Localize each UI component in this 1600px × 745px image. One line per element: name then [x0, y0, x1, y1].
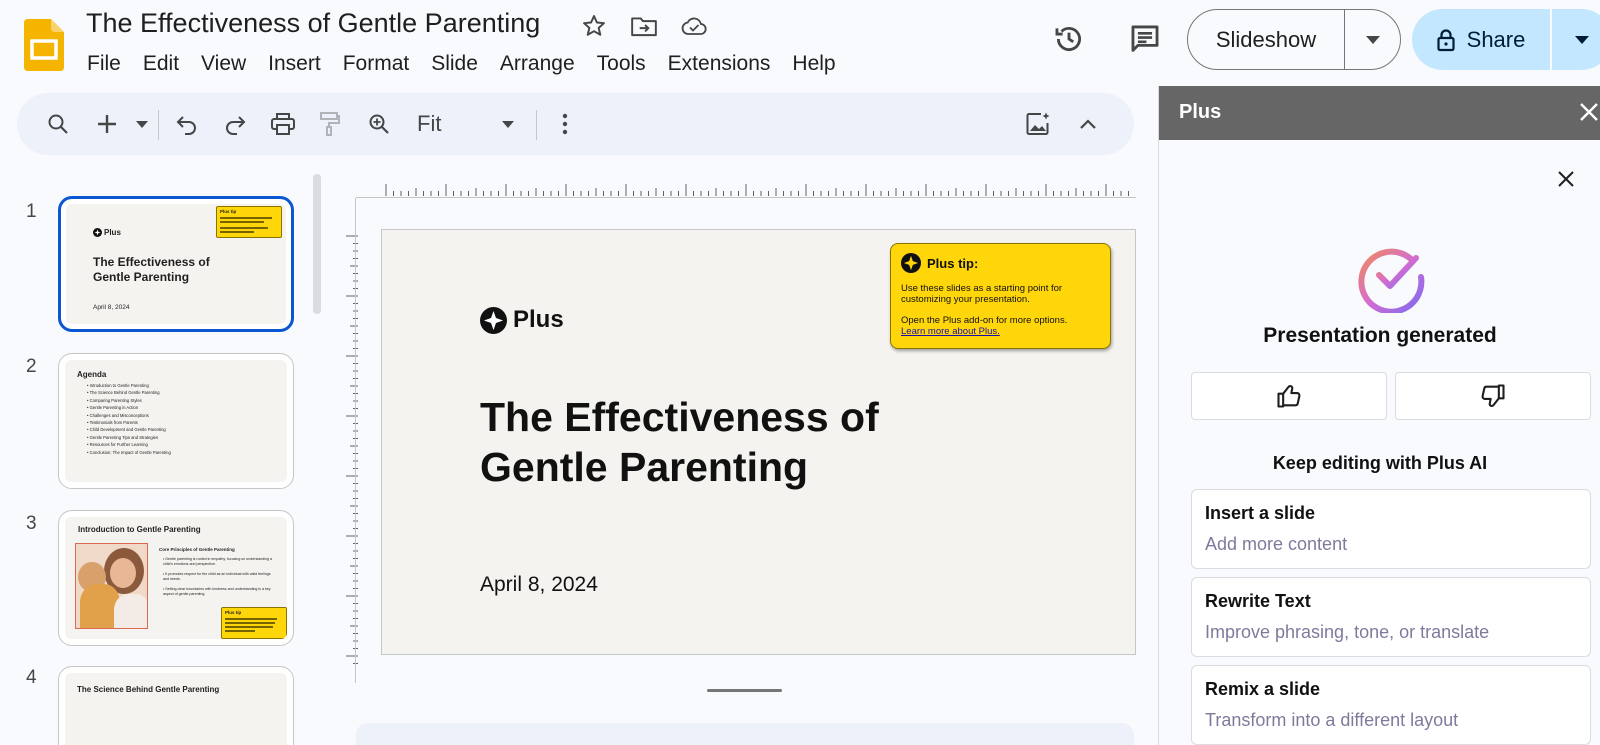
slides-logo-icon[interactable] — [24, 19, 64, 71]
star-icon[interactable] — [580, 12, 608, 40]
thumb-subtitle: Core Principles of Gentle Parenting — [159, 547, 235, 552]
more-vert-icon[interactable] — [552, 105, 578, 143]
speaker-notes-resize-handle[interactable] — [707, 689, 782, 692]
plus-logo-icon — [93, 228, 102, 237]
rewrite-text-action[interactable]: Rewrite Text Improve phrasing, tone, or translate — [1191, 577, 1591, 657]
slideshow-dropdown[interactable] — [1345, 10, 1400, 69]
plus-logo[interactable]: Plus — [480, 306, 564, 334]
slide-thumbnail-1[interactable]: Plus The Effectiveness of Gentle Parenting April 8, 2024 Plus tip — [58, 196, 294, 332]
thumbs-up-button[interactable] — [1191, 372, 1387, 420]
history-icon[interactable] — [1049, 19, 1089, 59]
menu-help[interactable]: Help — [792, 52, 836, 75]
slide-number: 1 — [26, 201, 37, 222]
thumb-agenda-item: • Resources for Further Learning — [87, 442, 148, 448]
undo-icon[interactable] — [172, 105, 202, 143]
menu-bar — [76, 50, 847, 78]
toolbar — [17, 93, 1134, 155]
thumb-date: April 8, 2024 — [93, 304, 130, 311]
thumb-agenda-item: • Introduction to Gentle Parenting — [87, 383, 149, 388]
thumbs-down-button[interactable] — [1395, 372, 1591, 420]
thumb-tip: Plus tip — [221, 607, 287, 639]
menu-insert[interactable]: Insert — [268, 52, 321, 75]
thumb-agenda-item: • Challenges and Misconceptions — [87, 412, 149, 418]
panel-header — [1159, 86, 1600, 140]
thumb-title: The Effectiveness of Gentle Parenting — [93, 255, 210, 284]
thumb-bullets: • Gentle parenting is rooted in empathy, focusing on understanding a child's emotions and perspective. • It promotes respect for the child as an individual with valid feelings and needs. • Setting clear boundaries with kindness and understanding is a key aspect of gentle parenting. — [163, 557, 273, 596]
plus-tip-box[interactable] — [890, 243, 1111, 349]
tip-title: Plus tip: — [927, 255, 979, 271]
slide-title[interactable]: The Effectiveness of Gentle Parenting — [480, 394, 879, 490]
share-dropdown[interactable] — [1552, 9, 1600, 70]
slideshow-button[interactable] — [1187, 9, 1401, 70]
thumb-title: Agenda — [77, 370, 107, 379]
print-icon[interactable] — [268, 105, 298, 143]
menu-edit[interactable]: Edit — [142, 52, 180, 75]
thumb-agenda-item: • Gentle Parenting Tips and Strategies — [87, 434, 159, 440]
thumb-agenda-list — [87, 382, 171, 456]
plus-logo-icon — [480, 307, 507, 334]
thumb-tip: Plus tip — [216, 206, 282, 238]
menu-tools[interactable]: Tools — [596, 52, 646, 75]
paint-format-icon[interactable] — [315, 105, 345, 143]
share-label: Share — [1466, 26, 1526, 52]
plus-logo-icon — [901, 253, 921, 273]
menu-slide[interactable]: Slide — [431, 52, 478, 75]
redo-icon[interactable] — [220, 105, 250, 143]
cloud-saved-icon[interactable] — [680, 12, 708, 40]
insert-slide-action[interactable]: Insert a slide Add more content — [1191, 489, 1591, 569]
thumb-title: Introduction to Gentle Parenting — [78, 525, 201, 534]
zoom-dropdown-icon[interactable] — [498, 105, 518, 143]
chevron-down-icon — [1366, 36, 1380, 44]
tip-line-1: Use these slides as a starting point for customizing your presentation. — [901, 283, 1063, 305]
thumb-agenda-item: • The Science Behind Gentle Parenting — [87, 390, 160, 396]
document-title[interactable]: The Effectiveness of Gentle Parenting — [86, 8, 541, 38]
lock-icon — [1437, 28, 1455, 52]
menu-view[interactable]: View — [201, 52, 247, 75]
horizontal-ruler — [384, 182, 1136, 196]
remix-slide-action[interactable]: Remix a slide Transform into a different layout — [1191, 665, 1591, 745]
tip-learn-more-link[interactable]: Learn more about Plus. — [901, 326, 1000, 337]
speaker-notes-area[interactable] — [356, 723, 1134, 745]
slide-number: 2 — [26, 356, 37, 377]
filmstrip-scrollbar[interactable] — [313, 174, 321, 314]
zoom-select[interactable]: Fit — [417, 111, 442, 136]
slide-thumbnail-2[interactable] — [58, 353, 294, 489]
menu-format[interactable]: Format — [342, 52, 410, 75]
comments-icon[interactable] — [1125, 19, 1165, 59]
thumb-title: The Science Behind Gentle Parenting — [77, 685, 220, 694]
thumbs-down-icon — [1479, 382, 1507, 410]
image-ai-icon[interactable] — [1023, 105, 1053, 143]
slideshow-label[interactable]: Slideshow — [1188, 10, 1345, 69]
thumb-agenda-item: • Conclusion: The Impact of Gentle Parenting — [87, 449, 171, 455]
thumb-photo — [75, 543, 148, 629]
panel-title: Plus — [1179, 101, 1222, 123]
close-icon[interactable] — [1577, 98, 1600, 131]
check-circle-icon — [1355, 241, 1427, 313]
add-icon[interactable] — [92, 105, 122, 143]
slide-canvas[interactable] — [381, 229, 1136, 655]
slide-filmstrip[interactable] — [0, 170, 330, 745]
menu-arrange[interactable]: Arrange — [499, 52, 575, 75]
slide-number: 3 — [26, 513, 37, 534]
share-button[interactable] — [1412, 9, 1600, 70]
close-icon[interactable] — [1557, 170, 1575, 193]
plus-side-panel — [1158, 86, 1600, 745]
slide-date[interactable]: April 8, 2024 — [480, 573, 598, 596]
tip-line-2: Open the Plus add-on for more options. — [901, 315, 1068, 326]
menu-file[interactable]: File — [87, 52, 121, 75]
chevron-up-icon[interactable] — [1073, 105, 1103, 143]
thumb-agenda-item: • Gentle Parenting in Action — [87, 405, 139, 411]
generation-status: Presentation generated — [1263, 324, 1497, 347]
thumb-agenda-item: • Testimonials from Parents — [87, 420, 138, 426]
keep-editing-heading: Keep editing with Plus AI — [1272, 453, 1488, 473]
thumb-agenda-item: • Child Development and Gentle Parenting — [87, 427, 166, 433]
menu-extensions[interactable]: Extensions — [667, 52, 771, 75]
slide-number: 4 — [26, 667, 37, 688]
zoom-icon[interactable] — [364, 105, 394, 143]
move-folder-icon[interactable] — [630, 12, 658, 40]
slide-thumbnail-4[interactable] — [58, 666, 294, 745]
chevron-down-icon — [1575, 36, 1589, 44]
search-icon[interactable] — [43, 105, 73, 143]
thumbs-up-icon — [1275, 382, 1303, 410]
slide-thumbnail-3[interactable] — [58, 510, 294, 646]
thumb-agenda-item: • Comparing Parenting Styles — [87, 397, 142, 403]
add-dropdown-icon[interactable] — [133, 105, 151, 143]
